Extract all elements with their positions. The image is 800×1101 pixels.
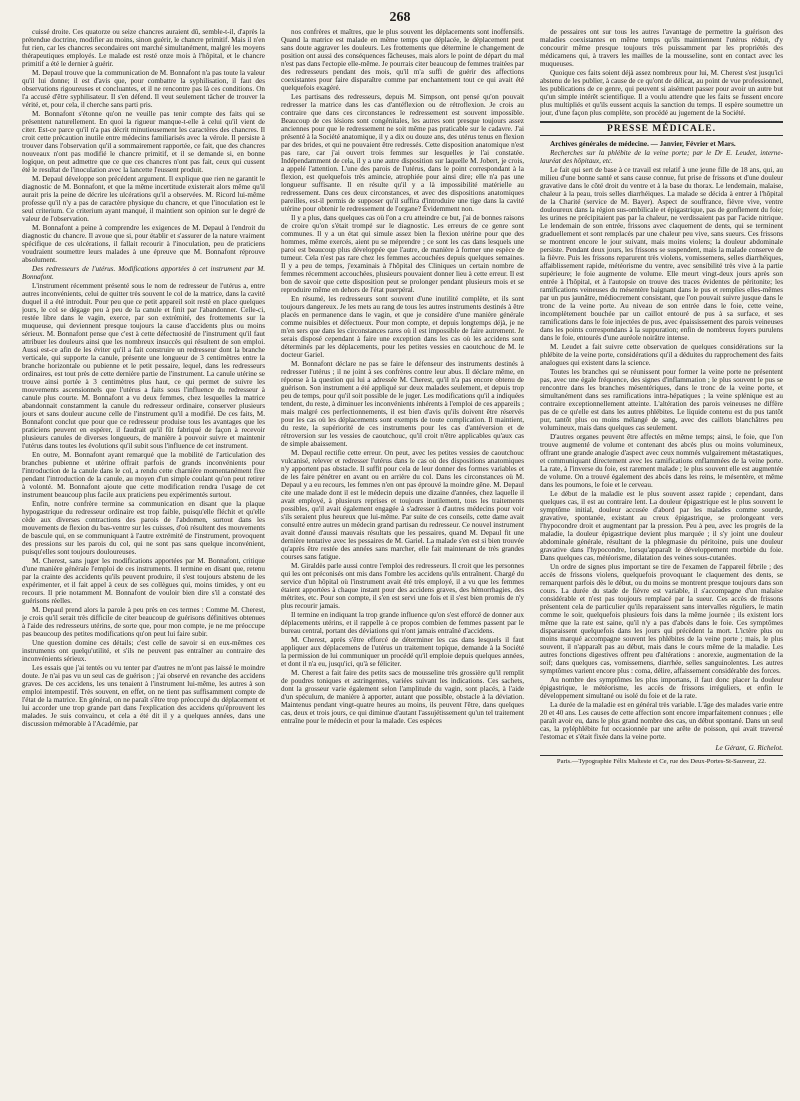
paragraph: Quoique ces faits soient déjà assez nombreux pour lui, M. Cherest s'est jusqu'ici abstenu de les publier, à cause de ce qu'ont de délicat, au point de vue professionnel, les publications de ce genre, qui peuvent si aisément passer pour avoir un autre but qu'un simple intérêt scientifique. Il a voulu attendre que les faits se fussent encore plus multipliés et qu'ils eussent acquis la sanction du temps. Il espère soumettre un jour, d'une façon plus complète, son procédé au jugement de la Société.: [540, 69, 783, 117]
paragraph: M. Depaul développe son précédent argument. Il explique que rien ne garantit le diagnostic de M. Bonnafont, et que la même incertitude existerait alors même qu'il aurait pris la peine de décrire les ulcérations qu'il a observées. M. Ricord lui-même professe qu'il n'y a pas de caractère physique du chancre, et que l'inoculation est le seul criterium. Ce criterium ayant manqué, il maintient son opinion sur le degré de valeur de l'observation.: [22, 175, 265, 223]
paragraph: En résumé, les redresseurs sont souvent d'une inutilité complète, et ils sont toujours dangereux. Je les mets au rang de tous les autres instruments destinés à être placés en permanence dans le vagin, et que je considère d'une manière générale comme nuisibles et défectueux. Pour mon compte, et depuis longtemps déjà, je ne m'en sers que dans les circonstances rares où il est impossible de faire autrement. Je serais disposé cependant à faire une exception dans les cas où les accidens sont déterminés par les déplacements, pour les petites vessies en caoutchouc de M. le docteur Gariel.: [281, 295, 524, 359]
paragraph: M. Leudet a fait suivre cette observation de quelques considérations sur la phlébite de la veine porte, considérations qu'il a déduites du rapprochement des faits analogues qui existent dans la science.: [540, 343, 783, 367]
paragraph: La durée de la maladie est en général très variable. L'âge des malades varie entre 20 et 40 ans. Les causes de cette affection sont encore imparfaitement connues ; elle paraît avoir eu, dans le plus grand nombre des cas, un début spontané. Dans un seul cas, la pyléphlébite fut occasionnée par une arête de poisson, qui avait traversé l'estomac et s'était fixée dans la veine porte.: [540, 701, 783, 741]
column-middle: [281, 28, 524, 1078]
paragraph: Une question domine ces détails; c'est celle de savoir si en eux-mêmes ces instruments ont quelqu'utilité, et s'ils ne peuvent pas entraîner au contraire des inconvénients sérieux.: [22, 639, 265, 663]
paragraph: Les partisans des redresseurs, depuis M. Simpson, ont pensé qu'on pouvait redresser la matrice dans les cas d'antéflexion ou de rétroflexion. Je crois au contraire que dans ces circonstances le redressement est souvent impossible. Beaucoup de ces lésions sont congénitales, les autres sont presque toujours assez anciennes pour que le redressement ne soit même pas praticable sur le cadavre. J'ai présenté à la Société anatomique, il y a dix ou douze ans, des utérus tenus en flexion par des brides, et qui ne pouvaient être redressés. Cette disposition anatomique n'est pas rare, car j'ai ouvert trois femmes sur lesquelles je l'ai constatée. Indépendamment de cela, il y a une autre disposition sur laquelle M. Jobert, je crois, a appelé l'attention. L'une des parois de l'utérus, dans le point correspondant à la flexion, est quelquefois très amincie, atrophiée pour ainsi dire; elle n'a pas une longueur suffisante. Il en résulte qu'il y a là impossibilité matérielle au redressement. Dans ces deux circonstances, et avec des dispositions anatomiques pareilles, est-il permis de supposer qu'il suffira d'introduire une tige dans la cavité utérine pour obtenir le redressement de l'organe? Évidemment non.: [281, 93, 524, 213]
paragraph: de pessaires ont sur tous les autres l'avantage de permettre la guérison des maladies coexistantes en même temps qu'ils maintiennent l'utérus réduit, d'y concourir même presque toujours très puissamment par les propriétés des médicamens qui, à travers les mailles de la mousseline, sont en contact avec les muqueuses.: [540, 28, 783, 68]
column-left: [22, 28, 265, 1078]
paragraph: L'instrument récemment présenté sous le nom de redresseur de l'utérus a, entre autres inconvénients, celui de quitter très souvent le col de la matrice, dans la cavité duquel il a été introduit. Pour peu que ce petit appareil soit resté en place quelques jours, le col se dégage peu à peu de la canule et finit par l'abandonner. Celle-ci, restée libre dans le vagin, exerce, par son extrémité, des frottements sur la muqueuse, qui deviennent presque toujours la cause d'accidents plus ou moins sérieux. M. Bonnafont pense que c'est à cette défectuosité de l'instrument qu'il faut attribuer les douleurs ainsi que les nombreux insuccès qui résultent de son emploi. Aussi est-ce afin de les éviter qu'il a fait construire un redresseur dont la branche verticale, qui supporte la canule, présente une longueur de 3 centimètres entre la branche horizontale ou pubienne et le petit pessaire, lequel, dans les redresseurs ordinaires, est tout près de cette dernière partie de l'instrument. La canule utérine se trouve ainsi portée à 3 centimètres plus haut, ce qui permet de suivre les mouvements ascensionnels que l'utérus a faits sous l'influence du redresseur à canule plus courte. M. Bonnafont a vu deux femmes, chez lesquelles la matrice abandonnait constamment la canule du redresseur ordinaire, conserver plusieurs jours et sans douleur aucune celle de l'instrument qu'il a modifié. De ces faits, M. Bonnafont conclut que pour que ce redresseur produise tous les avantages que les praticiens peuvent en espérer, il faudrait qu'il fût fabriqué de façon à recevoir plusieurs canules de diverses longueurs, de manière à pouvoir suivre et maintenir l'utérus dans toutes les évolutions qu'il subit sous l'influence de cet instrument.: [22, 282, 265, 450]
paragraph: M. Depaul rectifie cette erreur. On peut, avec les petites vessies de caoutchouc vulcanisé, relever et redresser l'utérus dans le cas où des dispositions anatomiques n'y apportent pas obstacle. Il suffit pour cela de leur donner des formes variables et de les faire pénétrer en avant ou en arrière du col. Dans les circonstances où M. Depaul y a eu recours, les femmes n'en ont pas éprouvé la moindre gêne. M. Depaul cite une malade dont il est le médecin depuis une dizaine d'années, chez laquelle il avait employé, à plusieurs reprises et toujours inutilement, tous les traitements possibles, qu'il avait également engagée à s'adresser à d'autres médecins pour voir s'ils seraient plus heureux que lui-même. Par suite de ces conseils, cette dame avait consulté entre autres un médecin grand partisan du redresseur. Ce nouvel instrument avait donné d'aussi mauvais résultats que les pessaires, quand M. Depaul fit une dernière tentative avec les pessaires de M. Gariel. La malade s'en est si bien trouvée qu'après être restée des années sans marcher, elle fait maintenant de très grandes courses sans fatigue.: [281, 449, 524, 561]
section-header: PRESSE MÉDICALE.: [540, 121, 783, 136]
paragraph: Le début de la maladie est le plus souvent assez rapide ; cependant, dans quelques cas, il est au contraire lent. La douleur épigastrique est le plus souvent le symptôme initial, douleur accusée d'abord par les malades comme sourde, gravative, spontanée, existant au creux épigastrique, se prolongeant vers l'hypocondre droit et augmentant par la pression. Peu à peu, avec les progrès de la maladie, la douleur épigastrique devient plus marquée ; il s'y joint une douleur abdominale générale, résultant de la phlegmasie du péritoine, puis une douleur gravative dans l'hypocondre, lorsqu'apparaît le développement morbide du foie. Dans quelques cas, météorisme, dilatation des veines sous-cutanées.: [540, 490, 783, 562]
paragraph: Au nombre des symptômes les plus importans, il faut donc placer la douleur épigastrique, le météorisme, les accès de frissons irréguliers, et enfin le développement simultané ou isolé du foie et de la rate.: [540, 676, 783, 700]
page-number: 268: [389, 10, 411, 25]
paragraph: Enfin, notre confrère termine sa communication en disant que la plaque hypogastrique du redresseur ordinaire est trop faible, puisqu'elle fléchit et qu'elle cède aux diverses contractions des parois de l'abdomen, surtout dans les mouvements de flexion du bas-ventre sur les cuisses, d'où résultent des mouvements de bascule qui, en se communiquant à l'autre extrémité de l'instrument, provoquent des pressions sur les parois du col, qui ne sont pas sans quelque inconvénient, puisqu'elles sont toujours douloureuses.: [22, 500, 265, 556]
paragraph: D'autres organes peuvent être affectés en même temps; ainsi, le foie, que l'on trouve augmenté de volume et contenant des abcès plus ou moins volumineux, offrant une grande analogie d'aspect avec ceux nommés vulgairement métastatiques, et communiquant directement avec les ramifications enflammées de la veine porte. La rate, à l'inverse du foie, est rarement malade ; le plus souvent elle est augmentée de volume. On a trouvé également des abcès dans les reins, le mésentère, et même dans les poumons, le foie et le cerveau.: [540, 433, 783, 489]
paragraph: M. Bonnafont s'étonne qu'on ne veuille pas tenir compte des faits qui se présentent naturellement. En quoi la rigueur manque-t-elle à celui qu'il vient de citer. Est-ce parce qu'il n'a pas décrit minutieusement les caractères des chancres. Il croit cette précaution inutile entre médecins familiarisés avec la vérole. Il persiste à trouver dans l'observation qu'il a sommairement rapportée, ce fait, que des chancres nouveaux n'ont pas modifié le chancre primitif, et il se demande si, en bonne logique, on peut admettre que ce que ces chancres n'ont pas fait, ceux qui cussent été le resultat de l'inoculation avec la lancette l'eussent produit.: [22, 110, 265, 174]
paragraph: Le fait qui sert de base à ce travail est relatif à une jeune fille de 18 ans, qui, au milieu d'une bonne santé et sans cause connue, fut prise de frissons et d'une douleur gravative dans le côté droit du ventre et à la base du thorax. Le lendemain, malaise, chaleur à la peau, trois selles diarrhéiques. La malade se décida à entrer à l'hôpital de la Charité (service de M. Bayer). Aspect de souffrance, fièvre vive, ventre douloureux dans la région sus-ombilicale et épigastrique, pas de gonflement du foie; les urines ne précipitaient pas par la chaleur, ne verdissaient pas par l'acide nitrique. Le lendemain de son entrée, frissons avec claquement de dents, qui se terminent graduellement et sont remplacés par une chaleur peu vive, sans sueurs. Ces frissons se montrent encore le jour suivant, mais moins violens; la douleur abdominale persiste. Pendant deux jours, les frissons se suspendent, mais la malade conserve de la fièvre. Puis les frissons reparurent très violens, vomissemens, selles diarrhéiques, affaiblissement rapide, météorisme du ventre, avec sensibilité très vive à la partie supérieure; le foie augmente de volume. Elle meurt vingt-deux jours après son entrée à l'hôpital, et à l'autopsie on trouve des traces évidentes de péritonite; les ramifications veineuses du mésentère baignant dans le pus et remplies elles-mêmes par un pus jaunâtre, médiocrement consistant, que l'on pouvait suivre jusque dans le tronc de la veine porte. Au niveau de son entrée dans le foie, cette veine, incomplètement bouchée par un caillot entouré de pus à sa surface, et ses ramifications dans le foie injectées de pus, avec épaississement des parois veineuses dans les points correspondans à la suppuration; enfin de nombreux foyers purulens dans le foie, entourés d'une auréole noirâtre intense.: [540, 166, 783, 342]
paragraph: En outre, M. Bonnafont ayant remarqué que la mobilité de l'articulation des branches pubienne et utérine offrait parfois de grands inconvénients pour l'introduction de la canule dans le col, a rendu cette charnière momentanément fixe pendant l'introduction de la canule, au moyen d'un simple coulant qu'on peut retirer à volonté. M. Bonnafont ajoute que cette modification rendra l'usage de cet instrument beaucoup plus facile aux praticiens peu expérimentés surtout.: [22, 451, 265, 499]
paragraph: Un ordre de signes plus important se tire de l'examen de l'appareil fébrile ; des accès de frissons violens, quelquefois provoquant le claquement des dents, se remarquent parfois dès le début, ou du moins se montrent presque toujours dans son cours. La durée du stade de fièvre est variable, il s'accompagne d'un malaise considérable et n'est pas toujours remplacé par la sueur. Ces accès de frissons présentent cela de particulier qu'ils reparaissent sans intervalles réguliers, le matin comme le soir, quelquefois plusieurs fois dans la même journée ; ils existent lors même que la rate est saine, qu'il n'y a pas d'abcès dans le foie. Ces symptômes disparaissent quelquefois dans les jours qui précèdent la mort. L'ictère plus ou moins marqué accompagne souvent les phlébites de la veine porte ; mais, le plus souvent, il n'apparaît pas au début, mais dans le cours même de la maladie. Les autres fonctions digestives offrent peu d'altérations : anorexie, augmentation de la soif; dans quelques cas, vomissemens, diarrhée, selles sanguinolentes. Les autres symptômes varient encore plus : coma, délire, affaissement considérable des forces.: [540, 563, 783, 675]
paragraph: Il termine en indiquant la trop grande influence qu'on s'est efforcé de donner aux déplacements utérins, et il rappelle à ce propos combien de femmes passent par le bureau central, portant des déviations qui n'ont jamais entraîné d'accidens.: [281, 611, 524, 635]
paragraph: M. Cherest a fait faire des petits sacs de mousseline très grossière qu'il remplit de poudres toniques et astringentes, variées suivant les indications. Ces sachets, dont la grosseur varie également selon l'amplitude du vagin, sont placés, à l'aide d'un spéculum, de manière à apporter, autant que possible, obstacle à la déviation. Maintenus pendant vingt-quatre heures au moins, ils peuvent l'être, dans quelques cas, deux et trois jours, ce qui diminue d'autant l'assujétissement qu'un tel traitement entraîne pour le médecin et pour la malade. Ces espèces: [281, 669, 524, 725]
paragraph: M. Bonnafont déclare ne pas se faire le défenseur des instruments destinés à redresser l'utérus ; il ne joint à ses confrères contre leur abus. Il déclare même, en réponse à la question qui lui a adressée M. Cherest, qu'il n'a pas encore obtenu de guérison. Son instrument a été appliqué sur deux malades seulement, et depuis trop peu de temps, pour qu'il soit possible de le juger. Les modifications qu'il a indiquées tendent, du reste, à diminuer les inconvénients inhérents à l'emploi de ces appareils ; mais malgré ces perfectionnements, il est bien d'avis qu'ils doivent être réservés pour les cas où les déplacements sont exempts de toute complication. Il maintient, du reste, la supériorité de ces instruments pour les cas d'antéversion et de rétroversion sur les vessies de caoutchouc, qu'il croit n'être applicables qu'aux cas de simple abaissement.: [281, 360, 524, 448]
paragraph: nos confrères et maîtres, que le plus souvent les déplacements sont inoffensifs. Quand la matrice est malade en même temps que déplacée, le déplacement peut sans doute aggraver les douleurs. Les frottements que détermine le changement de position ont aussi des conséquences fâcheuses, mais alors le point de départ du mal n'est pas dans l'ectopie elle-même. Je pourrais citer beaucoup de femmes traitées par des redresseurs pendant des mois, qu'il m'a suffi de guérir des affections coexistantes pour faire disparaître comme par enchantement tout ce qui avait été quelquefois exagéré.: [281, 28, 524, 92]
paragraph: M. Giraldès parle aussi contre l'emploi des redresseurs. Il croit que les personnes qui les ont préconisés ont mis dans l'ombre les accidens qu'ils entraînent. Chargé du service d'un hôpital où l'instrument avait été très employé, il a vu que les femmes étaient apportées à chaque instant pour des accidens graves, des hémorrhagies, des métrites, etc. Pour son compte, il s'en est servi une fois et il s'est bien promis de n'y plus recourir jamais.: [281, 562, 524, 610]
paragraph: M. Bonnafont a peine à comprendre les exigences de M. Depaul à l'endroit du diagnostic du chancre. Il avoue que si, pour établir et s'assurer de la nature vraiment spécifique de ces ulcérations, il fallait recourir à l'inoculation, peu de praticiens voudraient soumettre leurs malades à une épreuve que M. Bonnafont réprouve absolument.: [22, 224, 265, 264]
paragraph: Toutes les branches qui se réunissent pour former la veine porte ne présentent pas, avec une égale fréquence, des signes d'inflammation ; le plus souvent le pus se rencontre dans les branches mésentériques, dans le tronc de la veine porte, et simultanément dans ses ramifications intra-hépatiques ; la veine splénique est au contraire exceptionnellement atteinte. L'altération des parois veineuses ne diffère pas de ce qu'elle est dans les autres phlébites. Le liquide contenu est du pus tantôt pur, tantôt plus ou moins mélangé de sang, avec des caillots blanchâtres peu volumineux, mais dans quelques cas seulement.: [540, 368, 783, 432]
paragraph: M. Cherest, après s'être efforcé de déterminer les cas dans lesquels il faut appliquer aux déplacemens de l'utérus un traitement topique, demande à la Société la permission de lui communiquer un procédé qu'il emploie depuis quelques années, et dont il n'a eu, jusqu'ici, qu'à se féliciter.: [281, 636, 524, 668]
paragraph: M. Depaul prend alors la parole à peu près en ces termes : Comme M. Cherest, je crois qu'il serait très difficile de citer beaucoup de guérisons définitives obtenues à l'aide des redresseurs utérins, de sorte que, pour mon compte, je ne me préoccupe pas beaucoup des petites modifications qu'on peut lui faire subir.: [22, 606, 265, 638]
paragraph: cuissé droite. Ces quatorze ou seize chancres auraient dû, semble-t-il, d'après la prétendue doctrine, modifier au moins, sinon guérir, le chancre primitif. Mais il n'en fut rien, car les chancres secondaires ont marché simultanément, malgré les moyens thérapeutiques employés. Le malade est resté onze mois à l'hôpital, et le chancre primitif a été le dernier à guérir.: [22, 28, 265, 68]
signature: Le Gérant, G. Richelot.: [715, 744, 783, 752]
paragraph: M. Cherest, sans juger les modifications apportées par M. Bonnafont, critique d'une manière générale l'emploi de ces instruments. Il termine en disant que, retenu par la crainte des accidents qu'ils peuvent produire, il s'est toujours abstenu de les expérimenter, et il fait appel à ceux de ses collègues qui, moins timides, y ont eu recours. Il prie notamment M. Bonnafont de vouloir bien dire s'il a constaté des guérisons réelles.: [22, 557, 265, 605]
article-title: Recherches sur la phlébite de la veine porte; par le Dr E. Leudet, interne-lauréat des hôpitaux, etc.: [540, 149, 783, 165]
imprint: Paris.—Typographie Félix Malteste et Ce, rue des Deux-Portes-St-Sauveur, 22.: [540, 755, 783, 766]
paragraph: M. Depaul trouve que la communication de M. Bonnafont n'a pas toute la valeur qu'il lui donne; il est d'avis que, pour combattre la syphilisation, il faut des observations rigoureuses et concluantes, et il ne rencontre pas là ces conditions. On l'a accusé d'être syphilisateur. Il s'en défend. Il veut seulement tâcher de trouver la vérité, et, pour cela, il cherche sans parti pris.: [22, 69, 265, 109]
section-heading: Des redresseurs de l'utérus. Modifications apportées à cet instrument par M. Bonnafont.: [22, 265, 265, 281]
column-right: [540, 28, 783, 1078]
paragraph: Il y a plus, dans quelques cas où l'on a cru atteindre ce but, j'ai de bonnes raisons de croire qu'on s'était trompé sur le diagnostic. Les erreurs de ce genre sont communes. Il y a un état qui simule assez bien la flexion utérine pour que des hommes, même exercés, aient pu se méprendre ; ce sont les cas dans lesquels une paroi est beaucoup plus développée que l'autre, de manière à former une espèce de tumeur. Cela n'est pas rare chez les femmes accouchées depuis quelques semaines. Il y a peu de temps, j'examinais à l'hôpital des Cliniques un certain nombre de femmes récemment accouchées, plusieurs pouvaient donner lieu à cette erreur. Il est bon de savoir que cette disposition peut se prolonger pendant plusieurs mois et se reproduire même en dehors de l'état puerpéral.: [281, 214, 524, 294]
paragraph: Les essais que j'ai tentés ou vu tenter par d'autres ne m'ont pas laissé le moindre doute. Je n'ai pas vu un seul cas de guérison ; j'ai observé en revanche des accidens graves. De ces accidens, les uns tenaient à l'instrument lui-même, les autres à son emploi intempestif. Très souvent, en effet, on ne tient pas suffisamment compte de l'état de la matrice. En général, on ne paraît s'être trop préoccupé du déplacement et lui accorder une trop grande part dans l'explication des accidens qu'éprouvent les malades. Je suis convaincu, et cela a été dit il y a quelques années, dans une discussion mémorable à l'Académie, par: [22, 664, 265, 728]
journal-reference: Archives générales de médecine. — Janvier, Février et Mars.: [550, 140, 736, 148]
